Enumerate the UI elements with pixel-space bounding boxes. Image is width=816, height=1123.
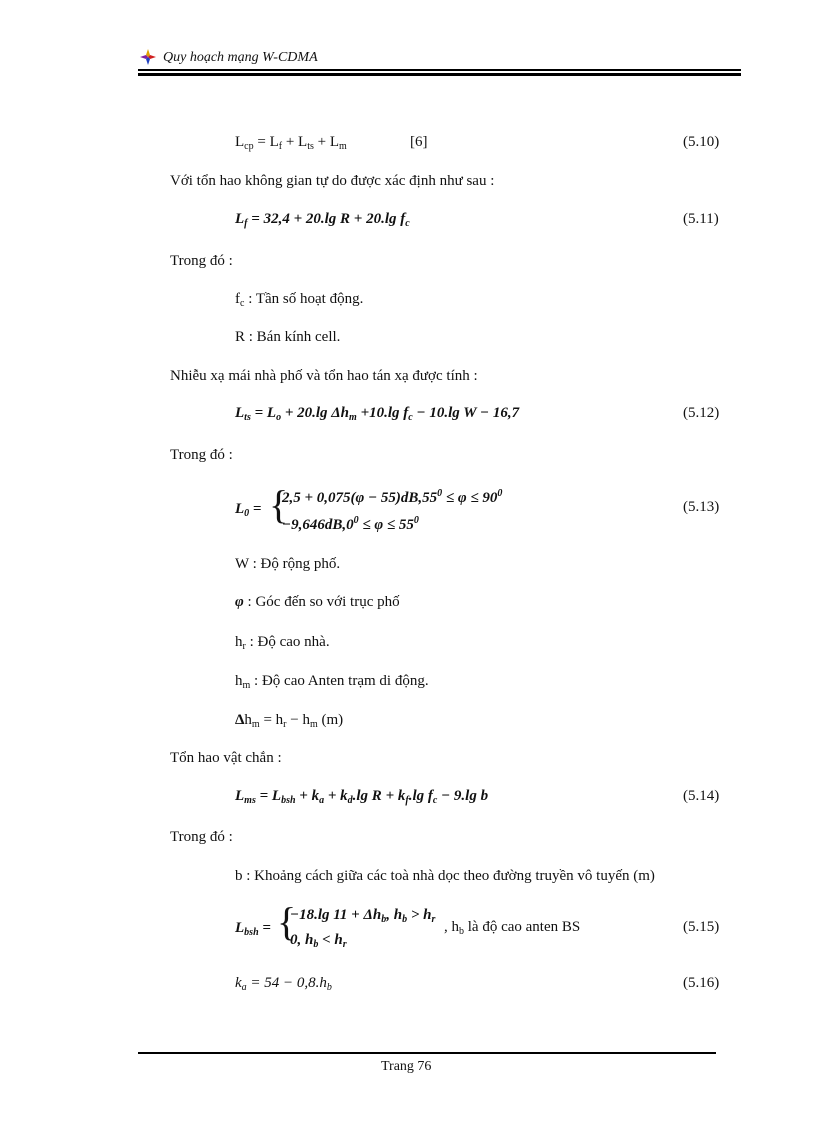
equation-number-5-15: (5.15) xyxy=(683,919,720,935)
equation-number-5-12: (5.12) xyxy=(683,405,720,421)
equation-5-13-brace: { xyxy=(269,482,289,527)
header-title: Quy hoạch mạng W-CDMA xyxy=(163,50,318,65)
paragraph-free-space: Với tổn hao không gian tự do được xác định như sau : xyxy=(170,173,495,189)
equation-number-5-10: (5.10) xyxy=(683,134,720,150)
definition-phi: φ : Góc đến so với trục phố xyxy=(235,594,400,610)
definition-delta-hm: $\Delta h_m = h_r - h_m$ (m) xyxy=(235,712,344,730)
paragraph-where-1: Trong đó : xyxy=(170,253,233,269)
equation-number-5-14: (5.14) xyxy=(683,788,720,804)
equation-number-5-11: (5.11) xyxy=(683,211,719,227)
footer-rule xyxy=(138,1052,716,1054)
equation-5-15-line1: −18.lg $11 + \Delta h_b$, $h_b > h_r$ xyxy=(290,907,436,925)
definition-W: W : Độ rộng phố. xyxy=(235,556,341,572)
equation-5-16: $k_a = 54 - 0,8.h_b$ xyxy=(235,975,332,993)
equation-5-10: $L_{cp} = L_f + L_{ts} + L_m$ xyxy=(235,134,347,152)
paragraph-diffraction: Nhiễu xạ mái nhà phố và tổn hao tán xạ được tính : xyxy=(170,368,478,384)
equation-5-15-note: , $h_b$ là độ cao anten BS xyxy=(444,919,581,937)
equation-5-12: $L_{ts} = L_o + 20.\lg$ $\Delta h_m +10.\lg$ $f_c - 10.\lg$ W − 16,7 xyxy=(235,405,520,423)
header-bullet-icon xyxy=(140,49,156,65)
equation-5-15-line2: 0, $h_b < h_r$ xyxy=(290,932,347,950)
equation-number-5-16: (5.16) xyxy=(683,975,720,991)
header-rule xyxy=(138,69,741,71)
definition-hr: $h_r$ : Độ cao nhà. xyxy=(235,634,330,652)
equation-5-15-brace: { xyxy=(277,899,297,944)
equation-5-13-line1: $2,5 + 0,075(\varphi - 55)dB,55^0 \le \varphi \le 90^0$ xyxy=(282,488,503,506)
equation-5-15-lhs: $L_{bsh}$ = xyxy=(235,920,271,938)
paragraph-obstacle-loss: Tổn hao vật chắn : xyxy=(170,750,282,766)
page-number: Trang 76 xyxy=(381,1059,432,1074)
definition-fc: $f_c$ : Tần số hoạt động. xyxy=(235,291,364,309)
header-rule-thick xyxy=(138,73,741,76)
equation-5-10-ref: [6] xyxy=(410,134,428,150)
definition-hm: $h_m$ : Độ cao Anten trạm di động. xyxy=(235,673,429,691)
equation-5-14: $L_{ms} = L_{bsh} + k_a + k_d.\lg$ $R + k_f.\lg$ $f_c - 9.\lg$ b xyxy=(235,788,489,806)
equation-number-5-13: (5.13) xyxy=(683,499,720,515)
paragraph-where-3: Trong đó : xyxy=(170,829,233,845)
equation-5-13-line2: $-9,646dB,0^0 \le \varphi \le 55^0$ xyxy=(282,515,419,533)
definition-R: R : Bán kính cell. xyxy=(235,329,341,345)
paragraph-where-2: Trong đó : xyxy=(170,447,233,463)
equation-5-13-lhs: $L_0$ = xyxy=(235,501,262,519)
equation-5-11: $L_f = 32,4 + 20.\lg$ R + 20.lg $f_c$ xyxy=(235,211,410,229)
definition-b: b : Khoảng cách giữa các toà nhà dọc theo đường truyền vô tuyến (m) xyxy=(235,868,655,884)
